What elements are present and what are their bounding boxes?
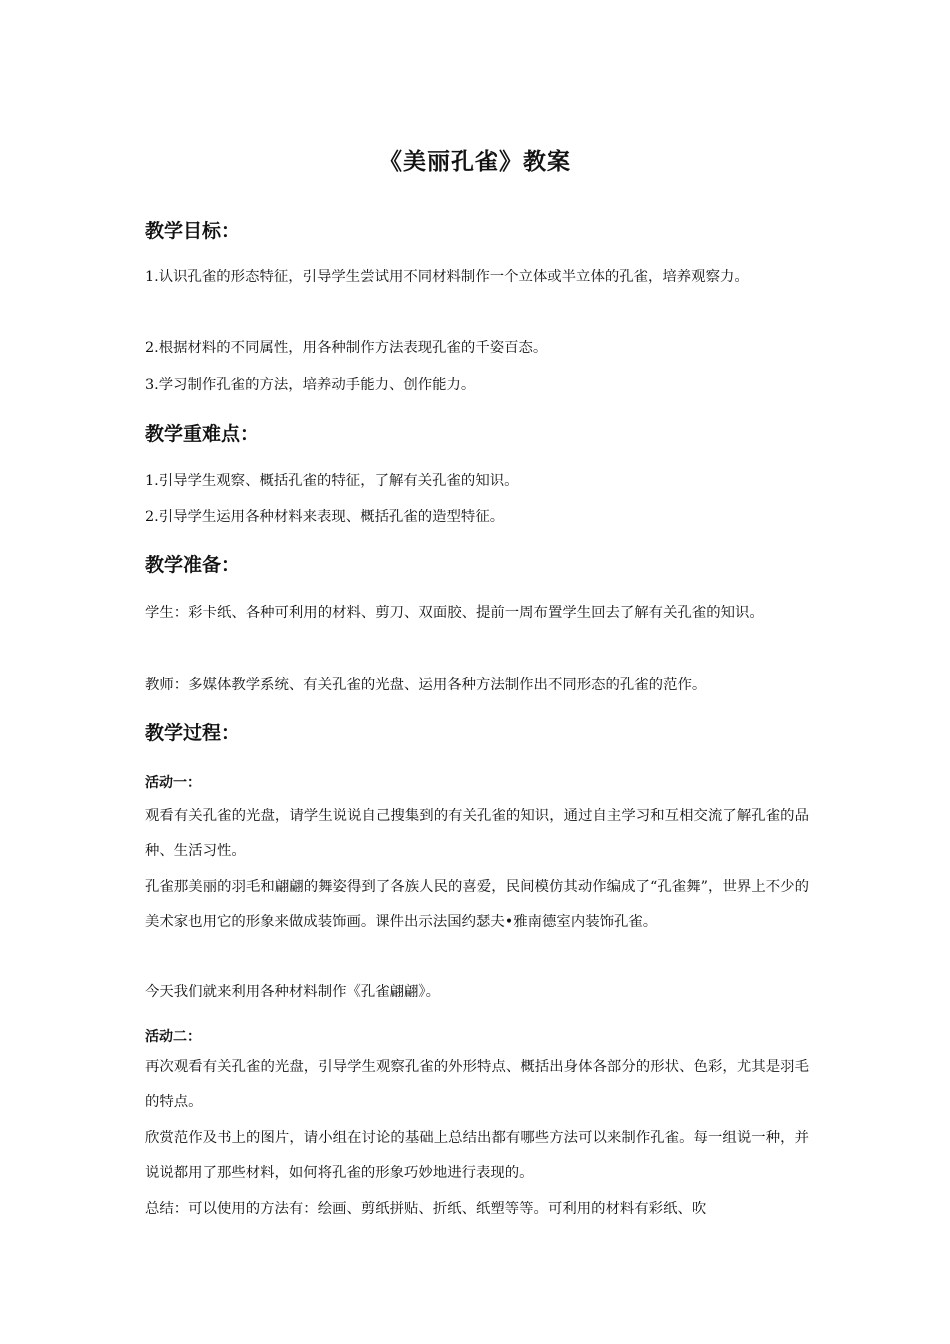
keypoint-item-1: 1.引导学生观察、概括孔雀的特征，了解有关孔雀的知识。: [145, 473, 519, 489]
objective-item-3: 3.学习制作孔雀的方法，培养动手能力、创作能力。: [145, 377, 476, 393]
activity-1-paragraph-1: 观看有关孔雀的光盘，请学生说说自己搜集到的有关孔雀的知识，通过自主学习和互相交流了解孔雀的品种、生活习性。: [145, 808, 809, 859]
heading-keypoints: 教学重难点：: [145, 423, 260, 445]
activity-2-paragraph-1: 再次观看有关孔雀的光盘，引导学生观察孔雀的外形特点、概括出身体各部分的形状、色彩，尤其是羽毛的特点。: [145, 1059, 809, 1110]
keypoint-item-2: 2.引导学生运用各种材料来表现、概括孔雀的造型特征。: [145, 509, 505, 525]
heading-objectives: 教学目标：: [145, 220, 241, 242]
activity-1-paragraph-2: 孔雀那美丽的羽毛和翩翩的舞姿得到了各族人民的喜爱，民间模仿其动作编成了“孔雀舞”，世界上不少的美术家也用它的形象来做成装饰画。课件出示法国约瑟夫•雅南德室内装饰孔雀。: [145, 879, 809, 930]
heading-process: 教学过程：: [145, 722, 241, 744]
activity-2-label: 活动二：: [145, 1029, 201, 1045]
preparation-student: 学生：彩卡纸、各种可利用的材料、剪刀、双面胶、提前一周布置学生回去了解有关孔雀的知识。: [145, 605, 764, 621]
activity-2-paragraph-2: 欣赏范作及书上的图片，请小组在讨论的基础上总结出都有哪些方法可以来制作孔雀。每一组说一种，并说说都用了那些材料，如何将孔雀的形象巧妙地进行表现的。: [145, 1130, 809, 1181]
document-title: 《美丽孔雀》教案: [379, 149, 571, 175]
objective-item-1: 1.认识孔雀的形态特征，引导学生尝试用不同材料制作一个立体或半立体的孔雀，培养观察力。: [145, 269, 749, 285]
heading-preparation: 教学准备：: [145, 554, 241, 576]
objective-item-2: 2.根据材料的不同属性，用各种制作方法表现孔雀的千姿百态。: [145, 340, 548, 356]
preparation-teacher: 教师：多媒体教学系统、有关孔雀的光盘、运用各种方法制作出不同形态的孔雀的范作。: [145, 677, 707, 693]
activity-1-paragraph-3: 今天我们就来利用各种材料制作《孔雀翩翩》。: [145, 984, 441, 1000]
activity-1-label: 活动一：: [145, 775, 201, 791]
activity-2-paragraph-3: 总结：可以使用的方法有：绘画、剪纸拼贴、折纸、纸塑等等。可利用的材料有彩纸、吹: [145, 1201, 707, 1217]
